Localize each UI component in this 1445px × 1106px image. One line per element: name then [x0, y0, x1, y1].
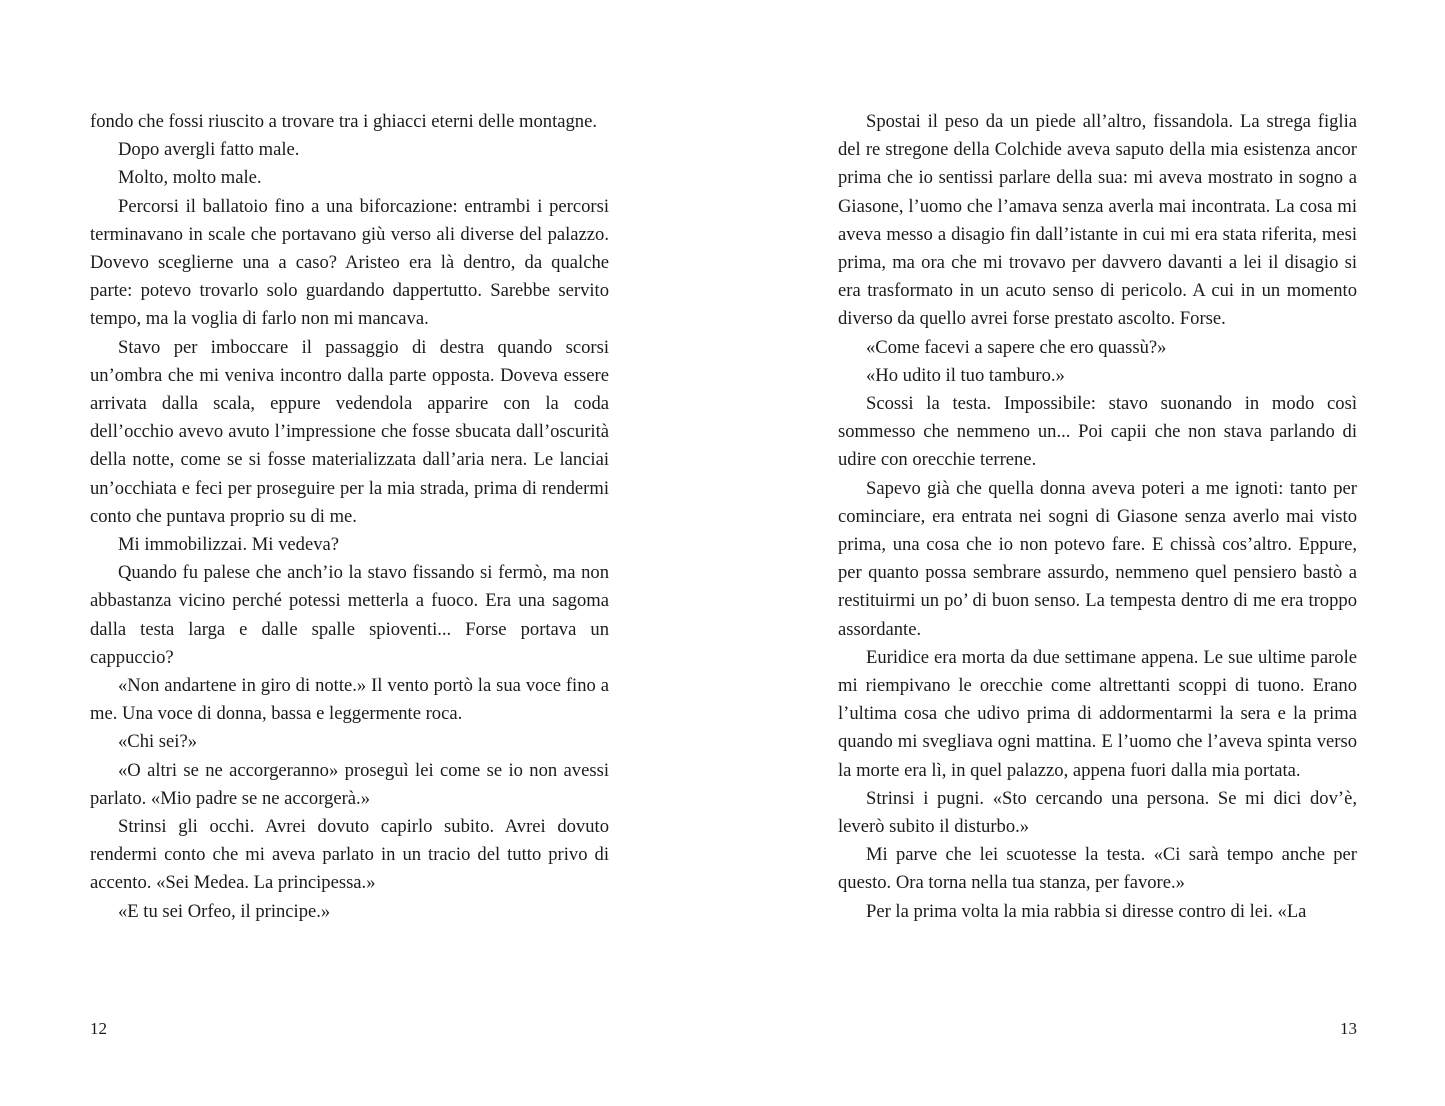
- paragraph: Euridice era morta da due settimane appena. Le sue ultime parole mi riempivano le orecchie come altrettanti scoppi di tuono. Erano l’ultima cosa che udivo prima di addormentarmi la sera e la prima quando mi svegliava ogni mattina. E l’uomo che l’aveva spinta verso la morte era lì, in quel palazzo, appena fuori dalla mia portata.: [838, 646, 1357, 781]
- paragraph: «Ho udito il tuo tamburo.»: [866, 364, 1065, 386]
- paragraph: Stavo per imboccare il passaggio di destra quando scorsi un’ombra che mi veniva incontro dalla parte opposta. Doveva essere arrivata dalla scala, eppure vedendola apparire con la coda dell’occhio avevo avuto l’impressione che fosse sbucata dall’oscurità della notte, come se si fosse materializzata dall’aria nera. Le lanciai un’occhiata e feci per proseguire per la mia strada, prima di rendermi conto che puntava proprio su di me.: [90, 336, 609, 527]
- paragraph: «E tu sei Orfeo, il principe.»: [118, 900, 331, 922]
- paragraph: «Chi sei?»: [118, 731, 198, 753]
- paragraph: Strinsi gli occhi. Avrei dovuto capirlo subito. Avrei dovuto rendermi conto che mi aveva parlato in un tracio del tutto privo di accento. «Sei Medea. La principessa.»: [90, 816, 609, 894]
- paragraph: Spostai il peso da un piede all’altro, fissandola. La strega figlia del re stregone della Colchide aveva saputo della mia esistenza ancor prima che io sentissi parlare della sua: mi aveva mostrato in sogno a Giasone, l’uomo che l’amava senza averla mai incontrata. La cosa mi aveva messo a disagio fin dall’istante in cui mi era stata riferita, mesi prima, ma ora che mi trovavo per davvero davanti a lei il disagio si era trasformato in un acuto senso di pericolo. A cui in un momento diverso da quello avrei forse prestato ascolto. Forse.: [838, 111, 1357, 330]
- paragraph: «O altri se ne accorgeranno» proseguì lei come se io non avessi parlato. «Mio padre se ne accorgerà.»: [90, 759, 609, 809]
- paragraph: Percorsi il ballatoio fino a una biforcazione: entrambi i percorsi terminavano in scale che portavano giù verso ali diverse del palazzo. Dovevo sceglierne una a caso? Aristeo era là dentro, da qualche parte: potevo trovarlo solo guardando dappertutto. Sarebbe servito tempo, ma la voglia di farlo non mi mancava.: [90, 195, 609, 330]
- page-left-text-block: [90, 108, 609, 926]
- paragraph: Per la prima volta la mia rabbia si diresse contro di lei. «La: [866, 900, 1307, 922]
- paragraph: Sapevo già che quella donna aveva poteri a me ignoti: tanto per cominciare, era entrata nei sogni di Giasone senza averlo mai visto prima, una cosa che io non potevo fare. E chissà cos’altro. Eppure, per quanto possa sembrare assurdo, nemmeno quel pensiero bastò a restituirmi un po’ di buon senso. La tempesta dentro di me era troppo assordante.: [838, 477, 1357, 640]
- paragraph: Molto, molto male.: [118, 167, 262, 189]
- page-number-left: 12: [90, 1019, 107, 1038]
- paragraph: Quando fu palese che anch’io la stavo fissando si fermò, ma non abbastanza vicino perché potessi metterla a fuoco. Era una sagoma dalla testa larga e dalle spalle spioventi... Forse portava un cappuccio?: [90, 562, 609, 668]
- paragraph: «Non andartene in giro di notte.» Il vento portò la sua voce fino a me. Una voce di donna, bassa e leggermente roca.: [90, 675, 609, 725]
- paragraph: Dopo avergli fatto male.: [118, 139, 300, 161]
- paragraph: Mi immobilizzai. Mi vedeva?: [118, 534, 340, 556]
- paragraph: Scossi la testa. Impossibile: stavo suonando in modo così sommesso che nemmeno un... Poi capii che non stava parlando di udire con orecchie terrene.: [838, 393, 1357, 471]
- page-right-text-block: [838, 108, 1357, 926]
- page-right: [723, 0, 1445, 1106]
- paragraph: fondo che fossi riuscito a trovare tra i ghiacci eterni delle montagne.: [90, 111, 598, 132]
- page-number-right: 13: [1340, 1019, 1357, 1038]
- paragraph: Mi parve che lei scuotesse la testa. «Ci sarà tempo anche per questo. Ora torna nella tua stanza, per favore.»: [838, 844, 1357, 894]
- paragraph: «Come facevi a sapere che ero quassù?»: [866, 336, 1167, 358]
- paragraph: Strinsi i pugni. «Sto cercando una persona. Se mi dici dov’è, leverò subito il disturbo.»: [838, 787, 1357, 838]
- page-left: [0, 0, 722, 1106]
